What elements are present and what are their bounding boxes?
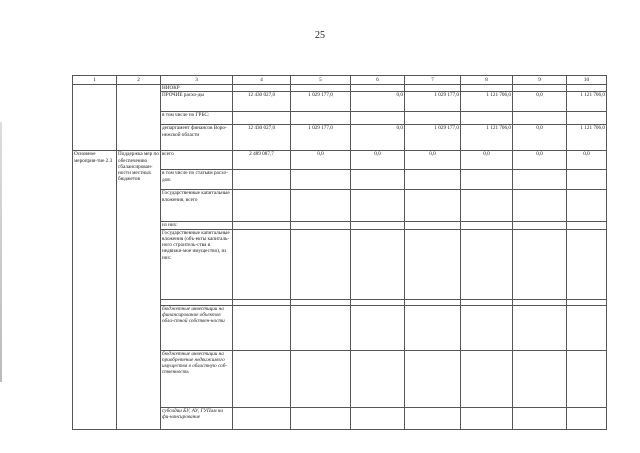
row-label: субсидии БУ, АУ, ГУПам на фи-нансирование <box>161 407 233 429</box>
value-cell: 1 121 706,0 <box>461 125 513 151</box>
value-cell <box>233 85 291 92</box>
value-cell: 0,0 <box>351 92 405 112</box>
row-label: в том числе по статьям расхо-дов: <box>161 170 233 190</box>
value-cell <box>405 305 461 350</box>
value-cell <box>405 190 461 222</box>
value-cell <box>291 407 351 429</box>
value-cell <box>351 222 405 229</box>
value-cell <box>351 112 405 125</box>
value-cell <box>513 190 567 222</box>
value-cell <box>233 229 291 299</box>
value-cell: 1 029 177,0 <box>291 92 351 112</box>
value-cell <box>291 350 351 407</box>
value-cell <box>351 407 405 429</box>
value-cell <box>405 407 461 429</box>
value-cell <box>567 190 607 222</box>
value-cell <box>461 350 513 407</box>
value-cell <box>461 222 513 229</box>
value-cell: 0,0 <box>567 151 607 170</box>
value-cell <box>567 407 607 429</box>
value-cell <box>513 112 567 125</box>
value-cell <box>567 350 607 407</box>
value-cell <box>351 170 405 190</box>
column-header: 7 <box>405 76 461 85</box>
value-cell <box>233 407 291 429</box>
column-header: 10 <box>567 76 607 85</box>
row-label: в том числе по ГРБС: <box>161 112 233 125</box>
value-cell <box>567 112 607 125</box>
value-cell <box>405 229 461 299</box>
value-cell <box>233 222 291 229</box>
value-cell: 12 430 027,0 <box>233 92 291 112</box>
column-header: 1 <box>73 76 117 85</box>
value-cell <box>233 170 291 190</box>
row-label: бюджетные инвестиции на приобретение недвижимого имущества в областную соб-ственность <box>161 350 233 407</box>
value-cell: 0,0 <box>513 125 567 151</box>
row-label: департамент финансов Воро-нежской области <box>161 125 233 151</box>
value-cell <box>461 85 513 92</box>
empty-cell <box>117 85 161 151</box>
value-cell: 0,0 <box>513 151 567 170</box>
value-cell: 0,0 <box>405 151 461 170</box>
value-cell <box>233 190 291 222</box>
value-cell: 2 489 087,7 <box>233 151 291 170</box>
value-cell <box>461 190 513 222</box>
value-cell <box>291 170 351 190</box>
value-cell <box>461 229 513 299</box>
scan-edge-shadow <box>0 122 2 382</box>
value-cell <box>291 190 351 222</box>
row-label: бюджетные инвестиции на финансирование объектов обла-стной собствен-ности <box>161 305 233 350</box>
row-label: Государственные капитальные вложения, всего <box>161 190 233 222</box>
value-cell: 0,0 <box>351 125 405 151</box>
column-header: 2 <box>117 76 161 85</box>
value-cell: 1 029 177,0 <box>405 125 461 151</box>
column-header: 8 <box>461 76 513 85</box>
value-cell <box>567 85 607 92</box>
value-cell: 0,0 <box>351 151 405 170</box>
column-header: 4 <box>233 76 291 85</box>
value-cell <box>567 222 607 229</box>
value-cell <box>233 305 291 350</box>
column-header: 5 <box>291 76 351 85</box>
value-cell <box>461 170 513 190</box>
row-label: Государственные капитальные вложения (объ-екты капиталь-ного строитель-ства и недвижи-мое имущество), из них: <box>161 229 233 299</box>
table-row <box>73 85 607 92</box>
value-cell <box>513 85 567 92</box>
value-cell <box>291 222 351 229</box>
value-cell <box>513 222 567 229</box>
value-cell: 1 029 177,0 <box>291 125 351 151</box>
value-cell <box>513 229 567 299</box>
value-cell <box>567 229 607 299</box>
column-header: 3 <box>161 76 233 85</box>
value-cell: 0,0 <box>461 151 513 170</box>
value-cell <box>405 170 461 190</box>
value-cell <box>405 222 461 229</box>
value-cell <box>461 407 513 429</box>
value-cell <box>513 170 567 190</box>
value-cell <box>351 190 405 222</box>
activity-description: Поддержка мер по обеспечению сбалансирован-ности местных бюджетов <box>117 151 161 429</box>
value-cell <box>567 305 607 350</box>
activity-label: Основное мероприя-тие 2.3 <box>73 151 117 429</box>
value-cell <box>405 350 461 407</box>
budget-table <box>72 75 607 430</box>
value-cell: 12 430 027,0 <box>233 125 291 151</box>
column-header: 9 <box>513 76 567 85</box>
value-cell <box>291 85 351 92</box>
value-cell <box>291 229 351 299</box>
value-cell: 1 121 706,0 <box>567 92 607 112</box>
page-number: 25 <box>315 30 325 41</box>
row-label: всего <box>161 151 233 170</box>
value-cell: 0,0 <box>291 151 351 170</box>
value-cell <box>513 407 567 429</box>
value-cell: 1 029 177,0 <box>405 92 461 112</box>
table-row <box>73 151 607 170</box>
empty-cell <box>73 85 117 151</box>
value-cell <box>567 170 607 190</box>
value-cell <box>291 305 351 350</box>
value-cell <box>513 305 567 350</box>
value-cell <box>351 350 405 407</box>
value-cell <box>351 85 405 92</box>
column-header: 6 <box>351 76 405 85</box>
value-cell: 0,0 <box>513 92 567 112</box>
value-cell <box>291 112 351 125</box>
value-cell <box>233 112 291 125</box>
value-cell: 1 121 706,0 <box>567 125 607 151</box>
value-cell <box>405 85 461 92</box>
row-label: ПРОЧИЕ расхо-ды <box>161 92 233 112</box>
value-cell <box>461 112 513 125</box>
column-number-row <box>73 76 607 85</box>
row-label: НИОКР <box>161 85 233 92</box>
row-label: из них: <box>161 222 233 229</box>
value-cell <box>233 350 291 407</box>
value-cell <box>461 305 513 350</box>
value-cell <box>351 305 405 350</box>
value-cell <box>405 112 461 125</box>
value-cell <box>513 350 567 407</box>
value-cell <box>351 229 405 299</box>
value-cell: 1 121 706,0 <box>461 92 513 112</box>
